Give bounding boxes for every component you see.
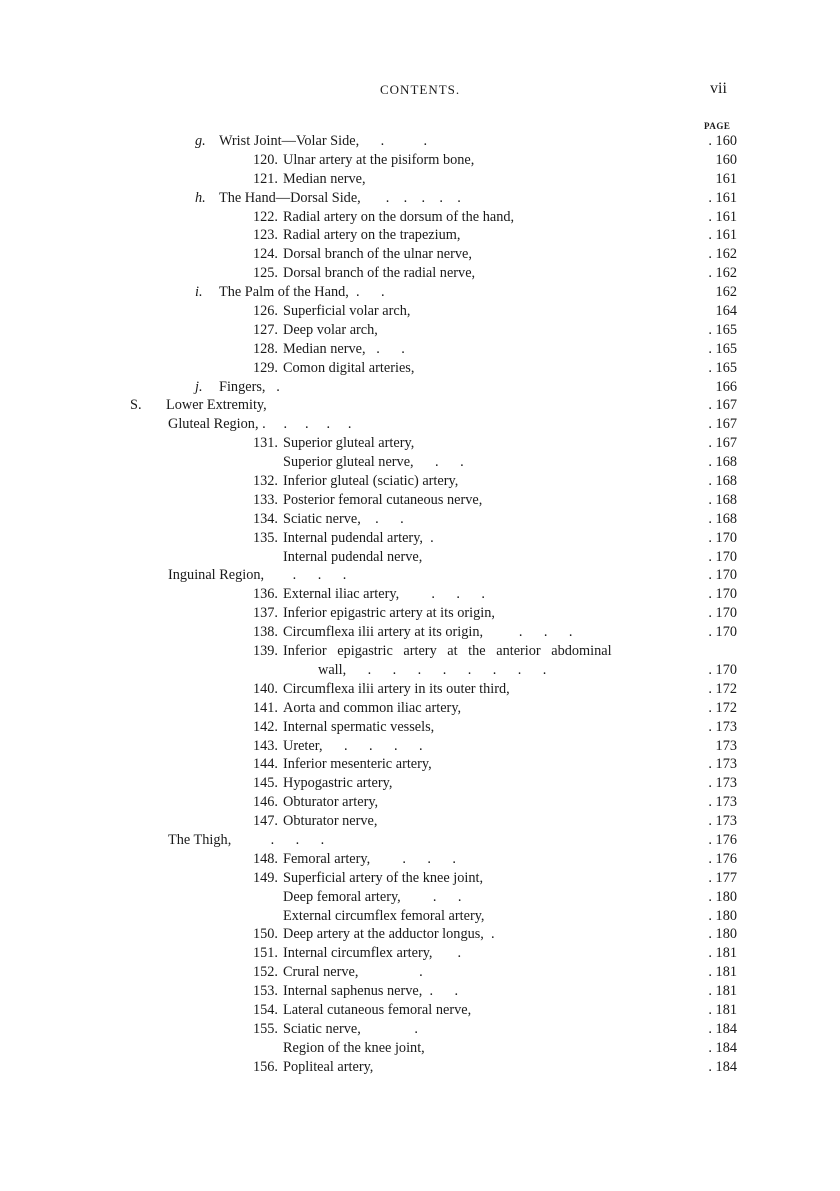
entry-title: Radial artery on the dorsum of the hand, [283, 208, 515, 225]
entry-number: 142. [252, 718, 278, 735]
entry-title: Dorsal branch of the ulnar nerve, [283, 246, 472, 263]
toc-entry [0, 680, 840, 699]
entry-page: 162 [715, 284, 737, 301]
toc-entry [0, 925, 840, 944]
entry-title: Ulnar artery at the pisiform bone, [283, 151, 475, 168]
entry-page: . 170 [708, 661, 737, 678]
toc-entry [0, 1058, 840, 1077]
entry-number: g. [195, 133, 206, 149]
entry-title: Median nerve, . . [283, 340, 405, 357]
toc-entry [0, 548, 840, 567]
entry-page: . 173 [708, 775, 737, 792]
toc-entry [0, 642, 840, 661]
entry-number: 148. [252, 850, 278, 867]
entry-page: . 168 [708, 454, 737, 471]
entry-page: . 173 [708, 718, 737, 735]
entry-page: . 181 [708, 983, 737, 1000]
entry-title: Popliteal artery, [283, 1058, 374, 1075]
entry-number: 120. [252, 151, 278, 168]
toc-entry [0, 888, 840, 907]
entry-title: External iliac artery, . . . [283, 586, 485, 603]
entry-page: . 162 [708, 246, 737, 263]
entry-title: Sciatic nerve, . . [283, 510, 404, 527]
toc-entry [0, 529, 840, 548]
entry-page: 161 [715, 170, 737, 187]
toc-entry [0, 510, 840, 529]
entry-number: 156. [252, 1058, 278, 1075]
entry-page: . 168 [708, 491, 737, 508]
entry-page: . 181 [708, 945, 737, 962]
entry-page: . 161 [708, 208, 737, 225]
entry-title: Fingers, . [219, 378, 280, 395]
entry-number: 128. [252, 340, 278, 357]
entry-number: 125. [252, 265, 278, 282]
entry-title: Hypogastric artery, [283, 775, 393, 792]
entry-title: Deep volar arch, [283, 321, 378, 338]
toc-entry [0, 170, 840, 189]
toc-entry [0, 812, 840, 831]
toc-entry [0, 453, 840, 472]
toc-entry [0, 340, 840, 359]
entry-number: 143. [252, 737, 278, 754]
entry-title: Comon digital arteries, [283, 359, 415, 376]
entry-title: Internal pudendal nerve, [283, 548, 423, 565]
toc-entry [0, 302, 840, 321]
entry-page: . 170 [708, 529, 737, 546]
entry-page: . 180 [708, 907, 737, 924]
entry-title: Inferior mesenteric artery, [283, 756, 432, 773]
toc-entry [0, 208, 840, 227]
entry-page: . 172 [708, 680, 737, 697]
entry-number: 139. [252, 643, 278, 660]
entry-page: . 162 [708, 265, 737, 282]
entry-title: Circumflexa ilii artery at its origin, . . . [283, 624, 573, 641]
entry-number: S. [130, 397, 142, 414]
entry-number: 144. [252, 756, 278, 773]
toc-entry [0, 793, 840, 812]
entry-title: Internal pudendal artery, . [283, 529, 434, 546]
toc-entry [0, 623, 840, 642]
entry-number: 132. [252, 473, 278, 490]
toc-entry [0, 1020, 840, 1039]
entry-title: Superior gluteal nerve, . . [283, 454, 464, 471]
entry-number: 129. [252, 359, 278, 376]
entry-number: 122. [252, 208, 278, 225]
entry-number: j. [195, 378, 203, 395]
toc-entry [0, 491, 840, 510]
entry-title: External circumflex femoral artery, [283, 907, 485, 924]
toc-entry [0, 264, 840, 283]
entry-title: Superficial artery of the knee joint, [283, 869, 484, 886]
entry-title: Internal spermatic vessels, [283, 718, 435, 735]
entry-page: . 170 [708, 624, 737, 641]
entry-number: 124. [252, 246, 278, 263]
entry-title: Obturator artery, [283, 794, 379, 811]
toc-entry [0, 472, 840, 491]
entry-page: . 161 [708, 227, 737, 244]
entry-title: Internal saphenus nerve, . . [283, 983, 459, 1000]
entry-title: Aorta and common iliac artery, [283, 699, 462, 716]
entry-number: 133. [252, 491, 278, 508]
header-page-number: vii [710, 80, 727, 97]
entry-number: i. [195, 284, 203, 301]
entry-title: Region of the knee joint, [283, 1039, 425, 1056]
toc-entry [0, 604, 840, 623]
entry-page: . 170 [708, 586, 737, 603]
toc-entry [0, 982, 840, 1001]
entry-number: 138. [252, 624, 278, 641]
entry-page: . 170 [708, 567, 737, 584]
toc-entry [0, 1039, 840, 1058]
entry-title: Crural nerve, . [283, 964, 423, 981]
toc-entry [0, 907, 840, 926]
entry-number: 145. [252, 775, 278, 792]
entry-number: 135. [252, 529, 278, 546]
toc-entry [0, 434, 840, 453]
entry-page: 160 [715, 151, 737, 168]
entry-page: . 165 [708, 359, 737, 376]
entry-page: . 181 [708, 1001, 737, 1018]
entry-page: . 184 [708, 1039, 737, 1056]
entry-title: Inferior epigastric artery at the anterior abdominal [283, 643, 612, 660]
entry-page: 173 [715, 737, 737, 754]
entry-number: 140. [252, 680, 278, 697]
entry-page: . 167 [708, 397, 737, 414]
entry-title: Lower Extremity, [166, 397, 267, 414]
toc-entry [0, 151, 840, 170]
entry-page: . 168 [708, 473, 737, 490]
entry-page: . 184 [708, 1058, 737, 1075]
entry-title: Posterior femoral cutaneous nerve, [283, 491, 483, 508]
toc-entry [0, 755, 840, 774]
entry-page: . 173 [708, 794, 737, 811]
toc-entry [0, 396, 840, 415]
entry-title: The Thigh, . . . [168, 831, 325, 848]
entry-number: 134. [252, 510, 278, 527]
entry-title: Femoral artery, . . . [283, 850, 456, 867]
entry-title: Obturator nerve, [283, 813, 378, 830]
toc-entry [0, 283, 840, 302]
entry-number: 137. [252, 605, 278, 622]
entry-number: 127. [252, 321, 278, 338]
entry-number: 149. [252, 869, 278, 886]
entry-page: . 160 [708, 133, 737, 149]
entry-page: . 167 [708, 416, 737, 433]
entry-page: . 176 [708, 850, 737, 867]
toc-entry [0, 415, 840, 434]
entry-page: . 168 [708, 510, 737, 527]
entry-title: wall, . . . . . . . . [318, 661, 547, 678]
entry-title: Deep artery at the adductor longus, . [283, 926, 495, 943]
entry-number: 126. [252, 303, 278, 320]
toc-entry [0, 831, 840, 850]
entry-page: . 165 [708, 321, 737, 338]
entry-title: Gluteal Region, . . . . . [168, 416, 352, 433]
toc-entry [0, 359, 840, 378]
entry-page: . 172 [708, 699, 737, 716]
toc-entry [0, 245, 840, 264]
entry-number: 123. [252, 227, 278, 244]
entry-title: Inferior epigastric artery at its origin, [283, 605, 495, 622]
toc-entry [0, 661, 840, 680]
entry-title: The Hand—Dorsal Side, . . . . . [219, 189, 461, 206]
entry-number: 155. [252, 1020, 278, 1037]
entry-number: 136. [252, 586, 278, 603]
entry-title: Deep femoral artery, . . [283, 888, 462, 905]
entry-page: . 184 [708, 1020, 737, 1037]
entry-number: 153. [252, 983, 278, 1000]
toc-entry [0, 944, 840, 963]
entry-number: 150. [252, 926, 278, 943]
table-of-contents [0, 132, 840, 1077]
entry-page: . 180 [708, 926, 737, 943]
entry-page: . 177 [708, 869, 737, 886]
entry-page: . 161 [708, 189, 737, 206]
entry-title: Radial artery on the trapezium, [283, 227, 461, 244]
running-header [0, 82, 840, 102]
toc-entry [0, 718, 840, 737]
entry-number: 151. [252, 945, 278, 962]
toc-entry [0, 963, 840, 982]
entry-page: . 176 [708, 831, 737, 848]
toc-entry [0, 1001, 840, 1020]
entry-title: Circumflexa ilii artery in its outer third, [283, 680, 510, 697]
toc-entry [0, 869, 840, 888]
entry-title: Superior gluteal artery, [283, 435, 415, 452]
entry-page: 164 [715, 303, 737, 320]
entry-page: . 181 [708, 964, 737, 981]
entry-number: 152. [252, 964, 278, 981]
entry-title: Dorsal branch of the radial nerve, [283, 265, 476, 282]
toc-entry [0, 737, 840, 756]
toc-entry [0, 774, 840, 793]
entry-page: . 167 [708, 435, 737, 452]
toc-entry [0, 699, 840, 718]
entry-number: 147. [252, 813, 278, 830]
entry-title: Inguinal Region, . . . [168, 567, 347, 584]
toc-entry [0, 132, 840, 151]
toc-entry [0, 226, 840, 245]
toc-entry [0, 566, 840, 585]
entry-page: . 173 [708, 756, 737, 773]
entry-title: Superficial volar arch, [283, 303, 411, 320]
entry-title: Lateral cutaneous femoral nerve, [283, 1001, 472, 1018]
toc-entry [0, 850, 840, 869]
entry-number: 154. [252, 1001, 278, 1018]
toc-entry [0, 378, 840, 397]
entry-number: 146. [252, 794, 278, 811]
entry-number: h. [195, 189, 206, 206]
entry-page: . 173 [708, 813, 737, 830]
entry-title: Ureter, . . . . [283, 737, 423, 754]
entry-page: . 170 [708, 605, 737, 622]
header-title: CONTENTS. [380, 82, 461, 97]
toc-entry [0, 585, 840, 604]
entry-number: 121. [252, 170, 278, 187]
entry-title: Wrist Joint—Volar Side, . . [219, 133, 428, 149]
entry-page: . 165 [708, 340, 737, 357]
toc-entry [0, 321, 840, 340]
entry-page: . 170 [708, 548, 737, 565]
entry-number: 141. [252, 699, 278, 716]
entry-title: Internal circumflex artery, . [283, 945, 462, 962]
entry-title: Median nerve, [283, 170, 366, 187]
entry-page: 166 [715, 378, 737, 395]
entry-title: The Palm of the Hand, . . [219, 284, 385, 301]
entry-page: . 180 [708, 888, 737, 905]
entry-number: 131. [252, 435, 278, 452]
page-column-label: PAGE [704, 121, 731, 131]
entry-title: Inferior gluteal (sciatic) artery, [283, 473, 459, 490]
entry-title: Sciatic nerve, . [283, 1020, 418, 1037]
toc-entry [0, 189, 840, 208]
